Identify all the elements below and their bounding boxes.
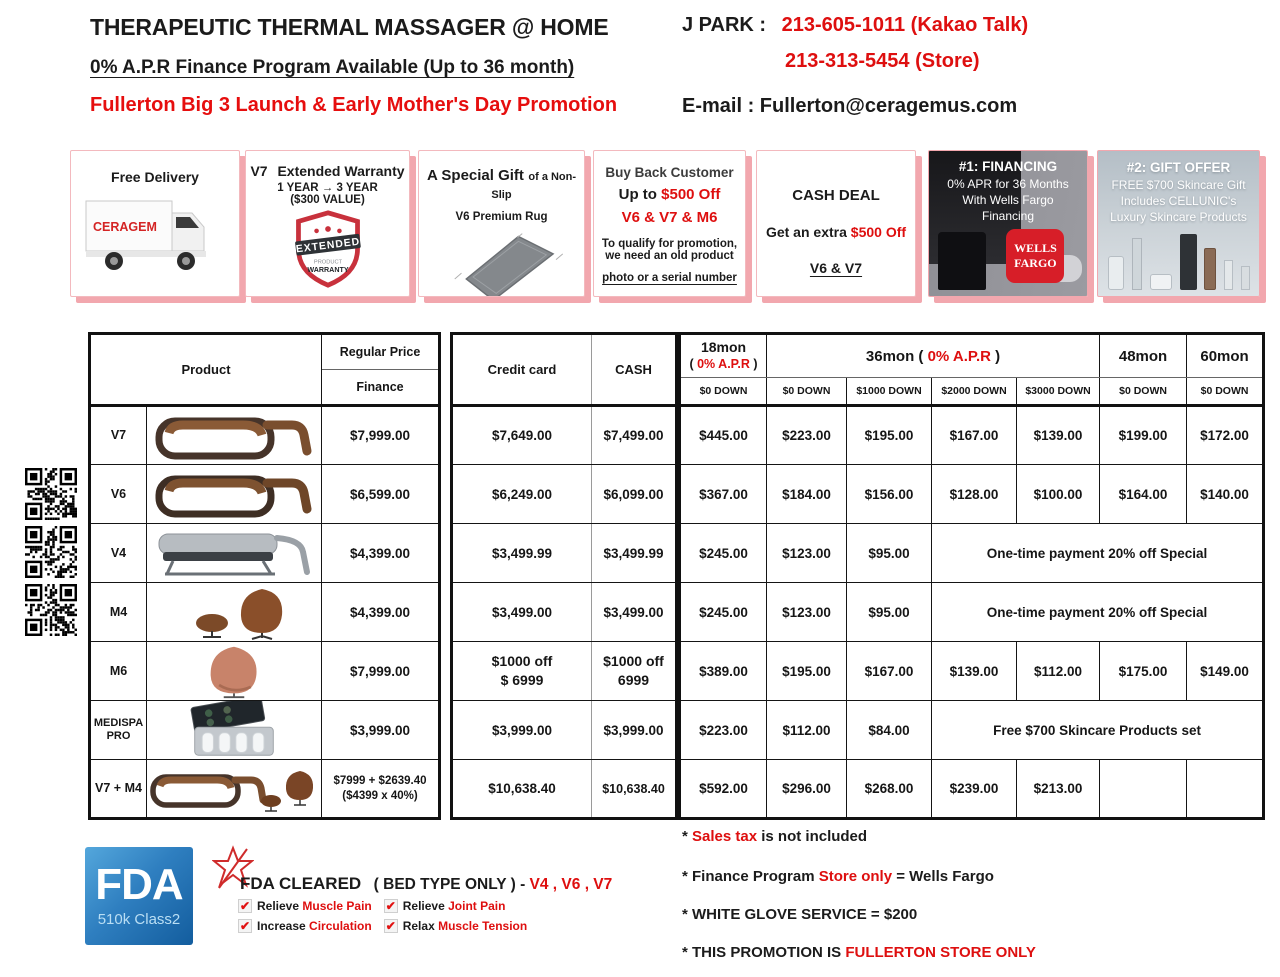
table-row-v4 bbox=[90, 524, 440, 583]
product-image-v7m4 bbox=[147, 760, 322, 819]
product-name: V7 bbox=[90, 406, 147, 465]
regular-price: $7,999.00 bbox=[322, 406, 440, 465]
subheader-36mon-3000down: $3000 DOWN bbox=[1017, 378, 1100, 406]
skincare-bottle-1 bbox=[1108, 256, 1124, 290]
finance-row-v7 bbox=[680, 406, 1264, 465]
benefit-object: Muscle Pain bbox=[302, 899, 372, 913]
cashdeal-offer-amount: $500 Off bbox=[850, 224, 907, 240]
payment-36-0: $123.00 bbox=[767, 583, 847, 642]
benefit-verb: Relieve bbox=[402, 899, 449, 913]
email-line: E-mail : Fullerton@ceragemus.com bbox=[682, 95, 1018, 117]
header-18mon-apr: 0% A.P.R bbox=[697, 356, 750, 371]
financing-line1: 0% APR for 36 Months bbox=[947, 177, 1069, 191]
skincare-jar bbox=[1150, 274, 1172, 290]
product-image-v7 bbox=[147, 406, 322, 465]
product-name: M6 bbox=[90, 642, 147, 701]
benefit-object: Joint Pain bbox=[448, 899, 506, 913]
col-header-product: Product bbox=[90, 334, 322, 406]
warranty-shield-icon bbox=[290, 209, 366, 289]
note-finance-program bbox=[682, 868, 994, 885]
finance-row-medispa bbox=[680, 701, 1264, 760]
credit-price: $10,638.40 bbox=[452, 760, 592, 819]
gift-title-suffix: of a Non-Slip bbox=[491, 171, 577, 201]
col-header-finance: Finance bbox=[322, 370, 440, 406]
note-highlight: Sales tax bbox=[692, 828, 758, 845]
benefit-muscle-pain bbox=[238, 899, 372, 913]
subheader-36mon-0down: $0 DOWN bbox=[767, 378, 847, 406]
benefit-row-2 bbox=[238, 919, 527, 933]
warranty-value: ($300 VALUE) bbox=[290, 194, 365, 206]
skincare-dark-tube bbox=[1180, 234, 1197, 290]
card-free-delivery bbox=[70, 150, 240, 297]
payment-48 bbox=[1100, 760, 1187, 819]
product-image-m4 bbox=[147, 583, 322, 642]
free-delivery-title: Free Delivery bbox=[111, 169, 199, 185]
special-offer-cell: One-time payment 20% off Special bbox=[932, 524, 1264, 583]
cashdeal-models: V6 & V7 bbox=[809, 260, 863, 276]
finance-row-v4 bbox=[680, 524, 1264, 583]
benefit-muscle-tension bbox=[384, 919, 528, 933]
contact-name: J PARK : bbox=[682, 14, 767, 36]
header-36mon-prefix: 36mon ( bbox=[865, 347, 928, 365]
note-text: * Finance Program bbox=[682, 868, 819, 885]
fda-cleared-models: V4 , V6 , V7 bbox=[529, 876, 613, 893]
payment-36-3000: $213.00 bbox=[1017, 760, 1100, 819]
fda-badge-class: 510k Class2 bbox=[97, 911, 181, 929]
cash-price: $3,999.00 bbox=[592, 701, 677, 760]
fda-badge bbox=[85, 847, 193, 945]
skincare-serum-bottle bbox=[1204, 248, 1216, 290]
cash-price: $3,499.00 bbox=[592, 583, 677, 642]
payment-36-0: $112.00 bbox=[767, 701, 847, 760]
qr-code-2 bbox=[25, 526, 77, 578]
buyback-cond3: photo or a serial number bbox=[602, 272, 737, 284]
col-header-60mon: 60mon bbox=[1187, 334, 1264, 378]
table-row-m4 bbox=[90, 583, 440, 642]
credit-price: $7,649.00 bbox=[452, 406, 592, 465]
payment-36-1000: $268.00 bbox=[847, 760, 932, 819]
payment-36-1000: $195.00 bbox=[847, 406, 932, 465]
payment-36-3000: $112.00 bbox=[1017, 642, 1100, 701]
note-highlight: Store only bbox=[818, 868, 893, 885]
special-offer-cell: Free $700 Skincare Products set bbox=[932, 701, 1264, 760]
wells-fargo-badge bbox=[1006, 229, 1064, 283]
subheader-18mon-down: $0 DOWN bbox=[680, 378, 767, 406]
regular-price bbox=[322, 760, 440, 819]
payment-36-1000: $84.00 bbox=[847, 701, 932, 760]
note-fullerton-only bbox=[682, 944, 1036, 961]
credit-price: $3,999.00 bbox=[452, 701, 592, 760]
delivery-truck-image bbox=[80, 189, 230, 281]
skincare-vial bbox=[1241, 266, 1250, 290]
col-header-regular-price: Regular Price bbox=[322, 334, 440, 370]
card-cash-deal bbox=[756, 150, 916, 297]
special-offer-cell: One-time payment 20% off Special bbox=[932, 583, 1264, 642]
payment-60: $140.00 bbox=[1187, 465, 1264, 524]
gift-offer-line2: Includes CELLUNIC's bbox=[1120, 194, 1237, 208]
buyback-cond2: we need an old product bbox=[605, 250, 734, 262]
note-text: = Wells Fargo bbox=[892, 868, 994, 885]
phone-primary: 213-605-1011 (Kakao Talk) bbox=[781, 14, 1029, 36]
gift-title: A Special Gift bbox=[426, 167, 524, 184]
payment-60 bbox=[1187, 760, 1264, 819]
product-name: V4 bbox=[90, 524, 147, 583]
col-header-36mon bbox=[767, 334, 1100, 378]
payment-36-0: $195.00 bbox=[767, 642, 847, 701]
note-sales-tax bbox=[682, 828, 867, 845]
subheader-48mon-down: $0 DOWN bbox=[1100, 378, 1187, 406]
subheader-36mon-2000down: $2000 DOWN bbox=[932, 378, 1017, 406]
product-name: MEDISPA PRO bbox=[90, 701, 147, 760]
table-row-v7 bbox=[90, 406, 440, 465]
benefit-verb: Increase bbox=[257, 919, 310, 933]
warranty-model: V7 bbox=[250, 163, 268, 179]
regular-price: $6,599.00 bbox=[322, 465, 440, 524]
header-36mon-apr: 0% A.P.R bbox=[927, 347, 991, 365]
fda-cleared-scope: ( BED TYPE ONLY ) - bbox=[373, 876, 530, 893]
warranty-title-text: Extended Warranty bbox=[277, 163, 405, 179]
cashdeal-title: CASH DEAL bbox=[792, 187, 880, 204]
benefit-verb: Relax bbox=[402, 919, 439, 933]
skincare-dropper bbox=[1224, 260, 1233, 290]
payment-60: $149.00 bbox=[1187, 642, 1264, 701]
gift-offer-line1: FREE $700 Skincare Gift bbox=[1111, 178, 1246, 192]
payment-36-1000: $95.00 bbox=[847, 524, 932, 583]
product-name: V7 + M4 bbox=[90, 760, 147, 819]
finance-row-m6 bbox=[680, 642, 1264, 701]
benefit-object: Muscle Tension bbox=[438, 919, 528, 933]
benefit-verb: Relieve bbox=[257, 899, 303, 913]
checkmark-icon: ✔ bbox=[385, 919, 396, 933]
payment-60: $172.00 bbox=[1187, 406, 1264, 465]
cash-price: $6,099.00 bbox=[592, 465, 677, 524]
header-36mon-suffix: ) bbox=[990, 347, 1001, 365]
card-gift-offer bbox=[1097, 150, 1260, 297]
payment-36-1000: $156.00 bbox=[847, 465, 932, 524]
payment-36-1000: $95.00 bbox=[847, 583, 932, 642]
note-text: * WHITE GLOVE SERVICE = $200 bbox=[682, 906, 918, 923]
col-header-18mon bbox=[680, 334, 767, 378]
payment-18mon: $245.00 bbox=[680, 583, 767, 642]
financing-line2: With Wells Fargo bbox=[962, 193, 1054, 207]
payment-36-0: $184.00 bbox=[767, 465, 847, 524]
payment-36-0: $223.00 bbox=[767, 406, 847, 465]
credit-price-line2: $ 6999 bbox=[500, 672, 544, 688]
product-image-medispa bbox=[147, 701, 322, 760]
finance-program-line: 0% A.P.R Finance Program Available (Up to 36 month) bbox=[90, 57, 575, 78]
cash-price bbox=[592, 642, 677, 701]
note-text: is not included bbox=[757, 828, 868, 845]
rug-image bbox=[427, 223, 577, 297]
payment-36-2000: $167.00 bbox=[932, 406, 1017, 465]
wells-badge-line1: WELLS bbox=[1014, 240, 1057, 255]
fda-cleared-title: FDA CLEARED bbox=[240, 874, 362, 893]
fda-badge-text: FDA bbox=[95, 860, 183, 909]
qr-code-1 bbox=[25, 468, 77, 520]
phone-secondary: 213-313-5454 (Store) bbox=[785, 50, 980, 72]
payment-36-3000: $139.00 bbox=[1017, 406, 1100, 465]
table-row-medispa bbox=[90, 701, 440, 760]
product-name: M4 bbox=[90, 583, 147, 642]
payment-36-0: $296.00 bbox=[767, 760, 847, 819]
credit-price: $3,499.00 bbox=[452, 583, 592, 642]
gift-subtitle: V6 Premium Rug bbox=[455, 211, 548, 223]
payment-18mon: $245.00 bbox=[680, 524, 767, 583]
card-financing bbox=[928, 150, 1088, 297]
benefit-row-1 bbox=[238, 899, 509, 913]
payment-18mon: $367.00 bbox=[680, 465, 767, 524]
col-header-credit-card: Credit card bbox=[452, 334, 592, 406]
payment-48: $199.00 bbox=[1100, 406, 1187, 465]
cash-price: $7,499.00 bbox=[592, 406, 677, 465]
svg-text:WARRANTY: WARRANTY bbox=[306, 265, 349, 274]
card-extended-warranty bbox=[245, 150, 410, 297]
cashdeal-offer-prefix: Get an extra bbox=[765, 224, 851, 240]
product-image-m6 bbox=[147, 642, 322, 701]
regular-price: $4,399.00 bbox=[322, 583, 440, 642]
financing-device-image bbox=[938, 232, 985, 290]
col-header-cash: CASH bbox=[592, 334, 677, 406]
page-title: THERAPEUTIC THERMAL MASSAGER @ HOME bbox=[90, 14, 609, 40]
product-name: V6 bbox=[90, 465, 147, 524]
svg-text:PRODUCT: PRODUCT bbox=[313, 259, 342, 266]
promotion-line: Fullerton Big 3 Launch & Early Mother's Day Promotion bbox=[90, 94, 618, 116]
warranty-title bbox=[246, 163, 409, 179]
fda-cleared-line bbox=[240, 874, 612, 894]
svg-text:EXTENDED: EXTENDED bbox=[294, 236, 361, 256]
wells-badge-line2: FARGO bbox=[1014, 256, 1057, 271]
checkmark-icon: ✔ bbox=[239, 919, 251, 933]
finance-row-m4 bbox=[680, 583, 1264, 642]
subheader-36mon-1000down: $1000 DOWN bbox=[847, 378, 932, 406]
table-row-v6 bbox=[90, 465, 440, 524]
product-image-v4 bbox=[147, 524, 322, 583]
svg-text:CERAGEM: CERAGEM bbox=[93, 220, 157, 234]
buyback-title: Buy Back Customer bbox=[605, 165, 734, 180]
finance-row-v7m4 bbox=[680, 760, 1264, 819]
warranty-term: 1 YEAR → 3 YEAR bbox=[277, 182, 378, 194]
col-header-48mon: 48mon bbox=[1100, 334, 1187, 378]
payment-36-0: $123.00 bbox=[767, 524, 847, 583]
header-18mon-open: ( bbox=[689, 356, 698, 371]
buyback-models: V6 & V7 & M6 bbox=[621, 209, 718, 226]
card-special-gift bbox=[418, 150, 585, 297]
credit-price bbox=[452, 642, 592, 701]
contact-line bbox=[682, 14, 1028, 37]
benefit-object: Circulation bbox=[309, 919, 372, 933]
credit-price-line1: $1000 off bbox=[491, 653, 553, 670]
payment-48: $175.00 bbox=[1100, 642, 1187, 701]
product-price-table bbox=[88, 332, 441, 820]
subheader-60mon-down: $0 DOWN bbox=[1187, 378, 1264, 406]
qr-code-3 bbox=[25, 584, 77, 636]
payment-18mon: $389.00 bbox=[680, 642, 767, 701]
regular-price-line2: ($4399 x 40%) bbox=[342, 789, 418, 802]
cash-price: $10,638.40 bbox=[592, 760, 677, 819]
payment-18mon: $445.00 bbox=[680, 406, 767, 465]
financing-line3: Financing bbox=[981, 209, 1035, 223]
skincare-bottle-2 bbox=[1132, 238, 1142, 290]
table-row-v7m4 bbox=[90, 760, 440, 819]
note-white-glove bbox=[682, 906, 917, 923]
payment-table bbox=[450, 332, 678, 820]
benefit-joint-pain bbox=[384, 899, 509, 913]
cash-price: $3,499.99 bbox=[592, 524, 677, 583]
buyback-cond1: To qualify for promotion, bbox=[601, 238, 738, 250]
product-image-v6 bbox=[147, 465, 322, 524]
payment-48: $164.00 bbox=[1100, 465, 1187, 524]
payment-36-3000: $100.00 bbox=[1017, 465, 1100, 524]
buyback-offer-amount: $500 Off bbox=[661, 186, 721, 203]
regular-price: $3,999.00 bbox=[322, 701, 440, 760]
credit-price: $6,249.00 bbox=[452, 465, 592, 524]
regular-price: $4,399.00 bbox=[322, 524, 440, 583]
gift-offer-line3: Luxury Skincare Products bbox=[1110, 210, 1247, 224]
card-buy-back bbox=[593, 150, 746, 297]
payment-36-2000: $239.00 bbox=[932, 760, 1017, 819]
payment-36-2000: $139.00 bbox=[932, 642, 1017, 701]
payment-36-1000: $167.00 bbox=[847, 642, 932, 701]
benefit-circulation bbox=[238, 919, 372, 933]
gift-offer-title: #2: GIFT OFFER bbox=[1126, 160, 1231, 175]
note-text: * bbox=[682, 828, 693, 845]
checkmark-icon: ✔ bbox=[239, 899, 251, 913]
finance-row-v6 bbox=[680, 465, 1264, 524]
cash-price-line1: $1000 off bbox=[603, 653, 664, 670]
note-text: * THIS PROMOTION IS bbox=[682, 944, 846, 961]
credit-price: $3,499.99 bbox=[452, 524, 592, 583]
payment-18mon: $592.00 bbox=[680, 760, 767, 819]
regular-price: $7,999.00 bbox=[322, 642, 440, 701]
payment-36-2000: $128.00 bbox=[932, 465, 1017, 524]
note-highlight: FULLERTON STORE ONLY bbox=[845, 944, 1036, 961]
financing-title: #1: FINANCING bbox=[958, 159, 1058, 174]
payment-18mon: $223.00 bbox=[680, 701, 767, 760]
regular-price-line1: $7999 + $2639.40 bbox=[333, 774, 427, 787]
checkmark-icon: ✔ bbox=[385, 899, 396, 913]
header-18mon-close: ) bbox=[749, 356, 758, 371]
header-18mon-line1: 18mon bbox=[700, 339, 747, 356]
cash-price-line2: 6999 bbox=[617, 672, 650, 688]
financing-table bbox=[678, 332, 1265, 820]
buyback-offer-prefix: Up to bbox=[618, 186, 662, 203]
table-row-m6 bbox=[90, 642, 440, 701]
